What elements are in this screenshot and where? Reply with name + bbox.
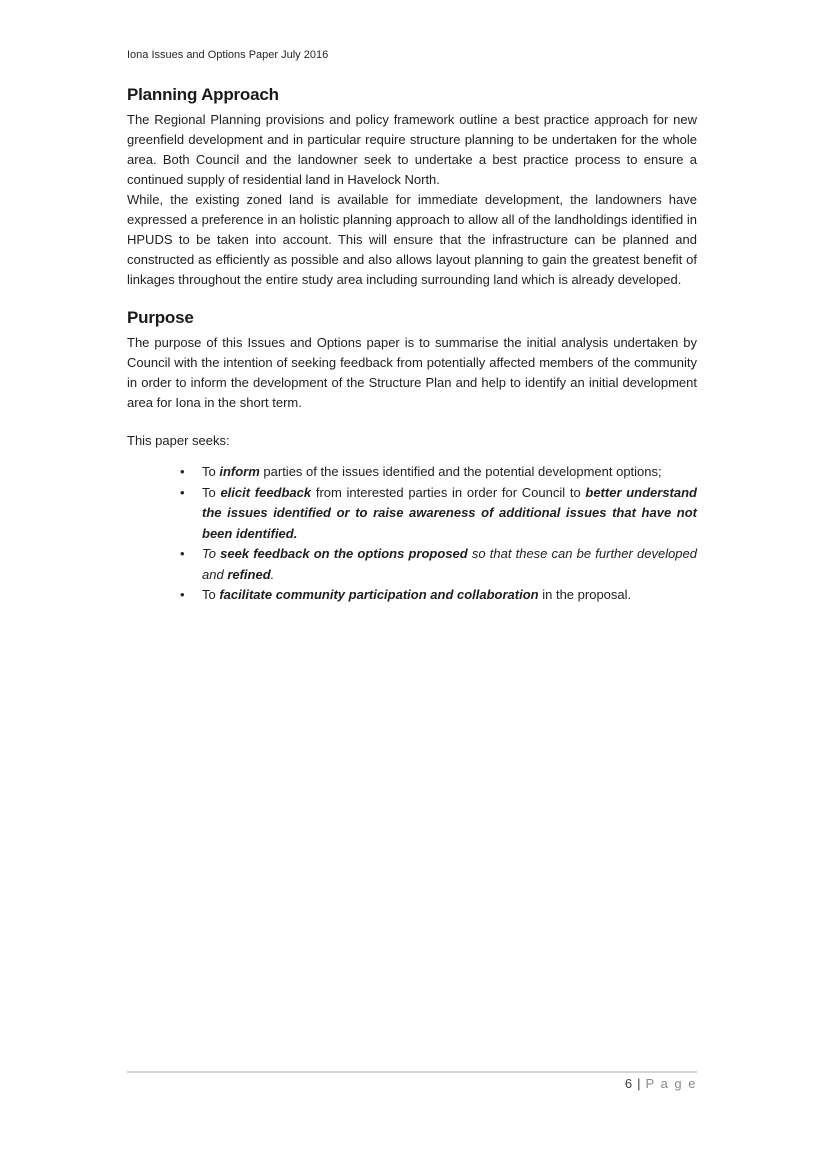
bullet-icon: • bbox=[180, 546, 185, 561]
bullet-text: To seek feedback on the options proposed so that these can be further developed and refined. bbox=[202, 546, 697, 582]
bullet-list bbox=[127, 462, 697, 606]
list-item bbox=[180, 544, 697, 585]
planning-approach-paragraph-2: While, the existing zoned land is available for immediate development, the landowners have expressed a preference in an holistic planning approach to allow all of the landholdings identified in HPUDS to be taken into account. This will ensure that the infrastructure can be planned and constructed as efficiently as possible and also allows layout planning to gain the greatest benefit of linkages throughout the entire study area including surrounding land which is already developed. bbox=[127, 192, 697, 287]
footer-divider: | bbox=[637, 1076, 641, 1091]
list-item bbox=[180, 483, 697, 545]
paper-seeks-line: This paper seeks: bbox=[127, 433, 230, 448]
planning-approach-paragraph-1: The Regional Planning provisions and policy framework outline a best practice approach for new greenfield development and in particular require structure planning to be undertaken for the whole area. Both Council and the landowner seek to undertake a best practice process to ensure a continued supply of residential land in Havelock North. bbox=[127, 112, 697, 187]
bullet-text: To elicit feedback from interested parties in order for Council to better understand the issues identified or to raise awareness of additional issues that have not been identified. bbox=[202, 484, 697, 541]
bullet-text: To inform parties of the issues identified and the potential development options; bbox=[202, 464, 662, 479]
footer-page-label: P a g e bbox=[645, 1076, 697, 1091]
purpose-paragraph: The purpose of this Issues and Options paper is to summarise the initial analysis undertaken by Council with the intention of seeking feedback from potentially affected members of the community in order to inform the development of the Structure Plan and help to identify an initial development area for Iona in the short term. bbox=[127, 335, 697, 410]
page-number: 6 bbox=[624, 1076, 633, 1091]
section-heading-planning-approach: Planning Approach bbox=[127, 85, 279, 104]
running-header: Iona Issues and Options Paper July 2016 bbox=[127, 49, 329, 61]
bullet-text: To facilitate community participation and collaboration in the proposal. bbox=[202, 587, 632, 602]
bullet-icon: • bbox=[180, 464, 185, 479]
page-content bbox=[127, 49, 697, 606]
section-heading-purpose: Purpose bbox=[127, 308, 194, 327]
page-footer bbox=[127, 1071, 697, 1092]
list-item bbox=[180, 585, 697, 606]
list-item bbox=[180, 462, 697, 483]
bullet-icon: • bbox=[180, 587, 185, 602]
bullet-icon: • bbox=[180, 484, 185, 500]
